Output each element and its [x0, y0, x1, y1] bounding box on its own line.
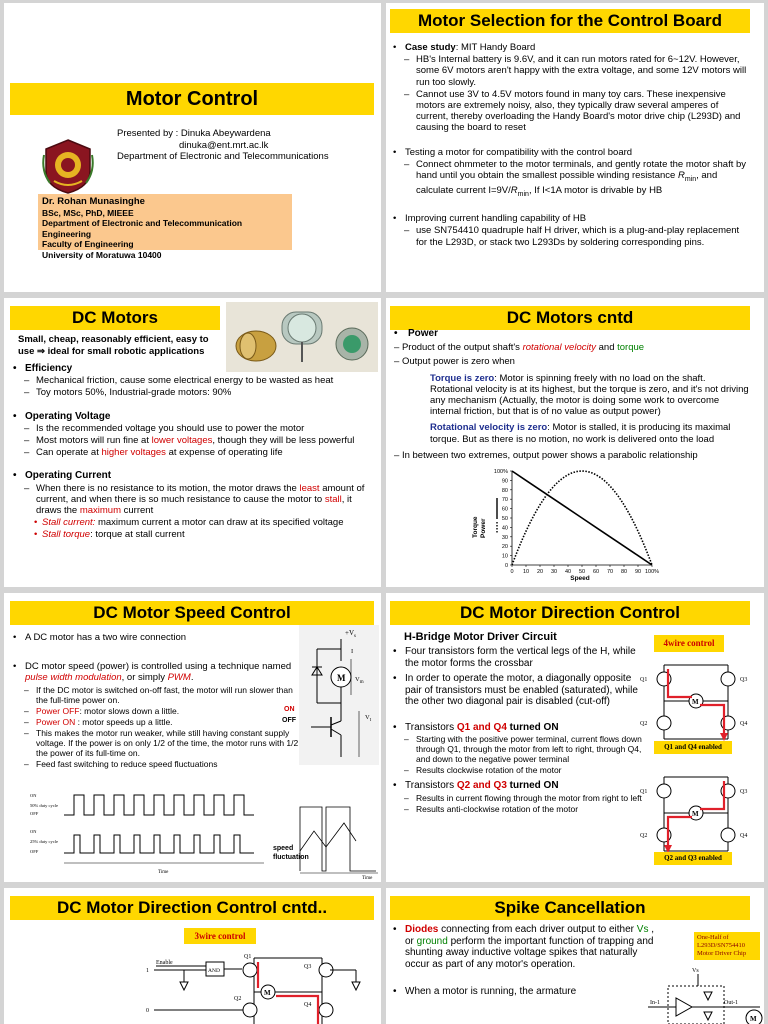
- bullet: • In order to operate the motor, a diagonally opposite pair of transistors must be enabled (saturated), while the other two diagonal pair is disabled (cut-off): [392, 673, 650, 708]
- three-wire-circuit: [144, 948, 374, 1024]
- presenter-department: Department of Electronic and Telecommunications: [117, 151, 329, 162]
- velocity-zero-text: Rotational velocity is zero: Motor is stalled, it is producing its maximal torque. But as there is no motion, no work is delivered onto the load: [430, 422, 731, 445]
- svg-text:Q2: Q2: [234, 996, 242, 1002]
- y-tick-label: 20: [501, 544, 508, 551]
- y-tick-label: 50: [501, 516, 508, 522]
- svg-text:M: M: [692, 698, 699, 706]
- bullet-q2-q3: • Transistors Q2 and Q3 turned ON: [392, 780, 650, 792]
- x-tick-label: 90: [634, 569, 642, 575]
- pwm-duty-cycle-diagram: [30, 785, 298, 881]
- four-wire-tag: 4wire control: [654, 635, 724, 652]
- y-tick-label: 40: [501, 525, 508, 532]
- sub-bullet: – use SN754410 quadruple half H driver, which is a plug-and-play replacement for the L293D, or stack two L293Ds by soldering corresponding pins.: [392, 225, 748, 247]
- svg-text:Vm: $V_m$: [355, 676, 364, 685]
- instructor-degrees: BSc, MSc, PhD, MIEEE: [42, 207, 134, 218]
- svg-text:M: M: [750, 1015, 757, 1023]
- sub-bullet: – Toy motors 50%, Industrial-grade motors: 90%: [12, 387, 372, 398]
- instructor-department: Department of Electronic and Telecommunication Engineering: [42, 218, 243, 239]
- power-line-2: – Output power is zero when: [394, 356, 515, 368]
- sub-bullet: – HB's Internal battery is 9.6V, and it can run motors rated for 6~12V. However, some 6V motors aren't happy with the extra voltage, and some 12V motors will run too slowly.: [392, 54, 748, 88]
- on-label: ON: [284, 706, 295, 713]
- slide-motor-control: [4, 3, 381, 292]
- x-tick-label: 10: [522, 569, 530, 575]
- sub-bullet: – Most motors will run fine at lower voltages, though they will be less powerful: [12, 435, 372, 446]
- sub-bullet: – Mechanical friction, cause some electrical energy to be wasted as heat: [12, 375, 372, 386]
- sub-bullet-ohmmeter: – Connect ohmmeter to the motor terminals, and gently rotate the motor shaft by hand until you obtain the smallest possible winding resistance $R_{min}$, and calculate current $I=9V/R_{min}$, If I<1A motor is drivable by HB: [392, 159, 748, 200]
- torque-zero-text: Torque is zero: Motor is spinning freely with no load on the shaft. Rotational velocity is at its highest, but the torque is zero, and it's not driving any mechanism (Actually, the motor is doing some work to overcome internal friction, but that is of no value as output power): [430, 372, 749, 418]
- slide-title: DC Motors cntd: [390, 306, 750, 330]
- speed-fluctuation-label: speed fluctuation: [273, 845, 309, 861]
- instructor-box: [38, 194, 292, 260]
- slide-dc-motors: [4, 298, 381, 587]
- x-tick-label: 50: [578, 569, 586, 575]
- power-line-1: – Product of the output shaft's rotational velocity and torque: [394, 342, 645, 354]
- y-tick-label: 100%: [493, 469, 508, 475]
- bullet: • Four transistors form the vertical legs of the H, while the motor forms the crossbar: [392, 646, 650, 669]
- power-line-3: – In between two extremes, output power shows a parabolic relationship: [394, 449, 698, 461]
- y-tick-label: 0: [504, 563, 508, 569]
- sub-bullet: – This makes the motor run weaker, while still having constant supply voltage. If the power is on only 1/2 of the time, the motor runs with 1/2 the power of its full-time on.: [12, 728, 302, 758]
- presenter: Presented by : Dinuka Abeywardena: [117, 128, 271, 139]
- svg-text:M: M: [692, 810, 699, 818]
- svg-text:1: 1: [146, 968, 149, 974]
- intro-line-2: use ⇒ ideal for small robotic applications: [18, 345, 205, 357]
- svg-text:Out-1: Out-1: [724, 1000, 738, 1006]
- svg-text:Q1: Q1: [640, 789, 648, 795]
- h-bridge-subtitle: H-Bridge Motor Driver Circuit: [404, 631, 557, 643]
- bullet-testing: • Testing a motor for compatibility with the control board: [392, 147, 748, 158]
- sub-bullet: – Results clockwise rotation of the motor: [392, 765, 650, 775]
- svg-text:Q3: Q3: [304, 964, 312, 970]
- torque-power-chart: [474, 464, 664, 584]
- bullet-list: [392, 33, 748, 248]
- sub-bullet: – Power OFF: motor slows down a little.: [12, 706, 302, 716]
- x-tick-label: 100%: [644, 569, 660, 575]
- svg-text:M: M: [337, 673, 346, 683]
- slide-spike-cancellation: [386, 888, 764, 1024]
- stall-torque-bullet: • Stall torque: torque at stall current: [12, 529, 372, 540]
- sub-bullet: – Results anti-clockwise rotation of the motor: [392, 804, 650, 814]
- legend-torque-label: Torque: [472, 516, 479, 538]
- bullet-improving: • Improving current handling capability of HB: [392, 213, 748, 224]
- sub-bullet: – Feed fast switching to reduce speed fluctuations: [12, 759, 302, 769]
- bullet-two-wire: • A DC motor has a two wire connection: [12, 632, 302, 643]
- svg-text:I: I: [351, 648, 354, 655]
- motor-switch-circuit: [299, 625, 379, 765]
- h-bridge-q1-q4-diagram: [636, 657, 756, 747]
- svg-text:OFF: OFF: [30, 849, 39, 854]
- sub-bullet: – When there is no resistance to its motion, the motor draws the least amount of current, and when there is so much resistance to cause the motor to stall, it draws the maximum current: [12, 483, 372, 517]
- svg-text:+Vs: $+V_s$: [345, 629, 356, 639]
- bullet-list: [12, 354, 372, 541]
- sub-bullet: – Power ON : motor speeds up a little.: [12, 717, 302, 727]
- bullet-pwm: • DC motor speed (power) is controlled using a technique named pulse width modulation, or simply PWM.: [12, 661, 302, 683]
- caption-q1-q4: Q1 and Q4 enabled: [654, 741, 732, 754]
- off-label: OFF: [282, 717, 296, 724]
- slide-speed-control: [4, 593, 381, 882]
- svg-text:Time: Time: [158, 870, 169, 875]
- y-tick-label: 90: [501, 478, 508, 485]
- slide-title: DC Motor Speed Control: [10, 601, 374, 625]
- x-tick-label: 30: [550, 569, 558, 575]
- sub-bullet: – Results in current flowing through the motor from right to left: [392, 793, 650, 803]
- sub-bullet: – Can operate at higher voltages at expense of operating life: [12, 447, 372, 458]
- slide-title: DC Motor Direction Control: [390, 601, 750, 625]
- svg-text:Q3: Q3: [740, 677, 748, 683]
- driver-chip-note: One-Half of L293D/SN754410 Motor Driver Chip: [694, 932, 760, 960]
- bullet-diodes: • Diodes connecting from each driver output to either Vs , or ground perform the important function of trapping and shunting away inductive voltage spikes that naturally occur as part of any motor's operation.: [392, 924, 656, 970]
- legend: [472, 498, 497, 538]
- presenter-email: dinuka@ent.mrt.ac.lk: [179, 139, 269, 151]
- svg-text:Q2: Q2: [640, 721, 648, 727]
- svg-text:Enable: Enable: [156, 960, 173, 966]
- svg-text:OFF: OFF: [30, 811, 39, 816]
- slide-direction-control-cntd: [4, 888, 381, 1024]
- bullet-armature: • When a motor is running, the armature: [392, 986, 656, 998]
- y-tick-label: 70: [501, 497, 508, 504]
- bullet-list: [392, 637, 650, 814]
- instructor-name: Dr. Rohan Munasinghe: [42, 196, 145, 207]
- bullet-operating-voltage: • Operating Voltage: [12, 411, 372, 422]
- y-tick-label: 60: [501, 506, 508, 513]
- svg-text:50% duty cycle: 50% duty cycle: [30, 803, 58, 808]
- slide-title: Motor Control: [10, 83, 374, 115]
- instructor-faculty: Faculty of Engineering: [42, 239, 134, 249]
- bullet-list: [392, 924, 656, 998]
- svg-text:AND: AND: [208, 968, 220, 974]
- sub-bullet: – Starting with the positive power terminal, current flows down through Q1, through the motor from left to right, through Q4, and down to the negative power terminal: [392, 734, 650, 764]
- bullet-case-study: • Case study: MIT Handy Board: [392, 42, 748, 53]
- speed-fluctuation-diagram: [300, 801, 380, 881]
- instructor-university: University of Moratuwa 10400: [42, 249, 162, 260]
- y-tick-label: 10: [501, 553, 508, 560]
- legend-power-label: Power: [480, 518, 487, 538]
- svg-text:M: M: [264, 989, 271, 997]
- x-tick-label: 80: [620, 569, 628, 575]
- svg-text:ON: ON: [30, 793, 37, 798]
- y-tick-label: 30: [501, 534, 508, 541]
- bullet-list: [12, 623, 302, 769]
- svg-text:Vs: Vs: [692, 968, 699, 974]
- bullet-efficiency: • Efficiency: [12, 363, 372, 374]
- svg-text:Q4: Q4: [304, 1002, 312, 1008]
- sub-bullet: – If the DC motor is switched on-off fast, the motor will run slower than the full-time power on.: [12, 685, 302, 705]
- intro-line-1: Small, cheap, reasonably efficient, easy to: [18, 334, 209, 345]
- h-bridge-q2-q3-diagram: [636, 769, 756, 859]
- svg-text:Q1: Q1: [244, 954, 252, 960]
- svg-text:25% duty cycle: 25% duty cycle: [30, 839, 58, 844]
- svg-text:Vt: $V_t$: [365, 714, 372, 723]
- svg-text:Time: Time: [362, 876, 373, 881]
- svg-text:Q4: Q4: [740, 721, 748, 727]
- x-tick-label: 0: [510, 569, 514, 575]
- slide-motor-selection: [386, 3, 764, 292]
- caption-q2-q3: Q2 and Q3 enabled: [654, 852, 732, 865]
- svg-text:Q4: Q4: [740, 833, 748, 839]
- slide-dc-motors-cntd: [386, 298, 764, 587]
- svg-text:Q1: Q1: [640, 677, 648, 683]
- svg-text:Q3: Q3: [740, 789, 748, 795]
- slide-direction-control: [386, 593, 764, 882]
- x-tick-label: 60: [592, 569, 600, 575]
- svg-text:Q2: Q2: [640, 833, 648, 839]
- bullet-q1-q4: • Transistors Q1 and Q4 turned ON: [392, 722, 650, 734]
- bullet-operating-current: • Operating Current: [12, 470, 372, 481]
- slide-title: DC Motors: [10, 306, 220, 330]
- x-tick-label: 40: [564, 569, 572, 575]
- three-wire-tag: 3wire control: [184, 928, 256, 944]
- spike-cancellation-circuit: [648, 962, 764, 1024]
- slide-title: Motor Selection for the Control Board: [390, 9, 750, 33]
- y-tick-label: 80: [501, 487, 508, 494]
- x-axis-label: Speed: [570, 575, 590, 582]
- sub-bullet: – Cannot use 3V to 4.5V motors found in many toy cars. These inexpensive motors are extremely noisy, also, they typically draw several amperes of current, thereby overloading the Handy Board's motor drive chip (L293D) and causing the board to reset: [392, 89, 748, 134]
- svg-text:ON: ON: [30, 829, 37, 834]
- stall-current-bullet: • Stall current: maximum current a motor can draw at its specified voltage: [12, 517, 372, 528]
- svg-text:In-1: In-1: [650, 1000, 660, 1006]
- sub-bullet: – Is the recommended voltage you should use to power the motor: [12, 423, 372, 434]
- x-tick-label: 20: [536, 569, 544, 575]
- slide-title: Spike Cancellation: [390, 896, 750, 920]
- university-crest-icon: [40, 137, 96, 195]
- bullet-power: • Power: [394, 328, 439, 339]
- svg-text:0: 0: [146, 1008, 149, 1014]
- x-tick-label: 70: [606, 569, 614, 575]
- slide-title: DC Motor Direction Control cntd..: [10, 896, 374, 920]
